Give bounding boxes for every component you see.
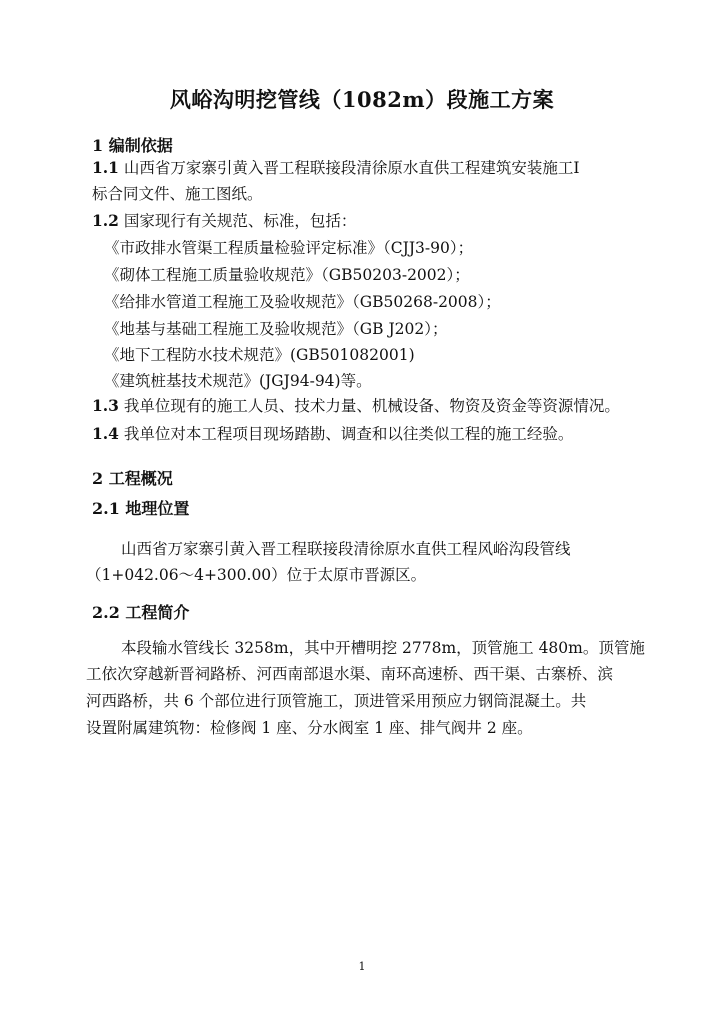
- item-number: 1.2: [92, 211, 119, 230]
- item-1-4: [92, 422, 573, 444]
- paragraph-2-2-line: 工依次穿越新晋祠路桥、河西南部退水渠、南环高速桥、西干渠、古寨桥、滨: [86, 665, 614, 683]
- paragraph-2-1-line: （1+042.06～4+300.00）位于太原市晋源区。: [86, 566, 427, 584]
- subsection-2-1-heading: 2.1 地理位置: [92, 499, 190, 518]
- item-text: 我单位现有的施工人员、技术力量、机械设备、物资及资金等资源情况。: [123, 397, 620, 415]
- page-number: 1: [358, 960, 366, 973]
- item-number: 1.3: [92, 396, 119, 415]
- paragraph-2-2-line: 河西路桥，共 6 个部位进行顶管施工，顶进管采用预应力钢筒混凝土。共: [86, 692, 587, 710]
- item-text: 我单位对本工程项目现场踏勘、调查和以往类似工程的施工经验。: [123, 425, 574, 443]
- item-text: 国家现行有关规范、标准，包括：: [123, 212, 357, 230]
- paragraph-2-2-line: 本段输水管线长 3258m，其中开槽明挖 2778m，顶管施工 480m。顶管施: [121, 639, 645, 657]
- item-1-1-continued: 标合同文件、施工图纸。: [92, 185, 263, 203]
- paragraph-2-1-line: 山西省万家寨引黄入晋工程联接段清徐原水直供工程风峪沟段管线: [121, 540, 571, 558]
- section-2-heading: 2 工程概况: [92, 469, 173, 488]
- document-title: 风峪沟明挖管线（1082m）段施工方案: [169, 87, 555, 112]
- item-1-2: [92, 209, 356, 231]
- standard-item: 《地下工程防水技术规范》(GB501082001): [104, 346, 415, 364]
- section-1-heading: 1 编制依据: [92, 136, 173, 155]
- item-number: 1.1: [92, 158, 119, 177]
- standard-item: 《建筑桩基技术规范》(JGJ94-94)等。: [104, 372, 372, 390]
- item-text: 山西省万家寨引黄入晋工程联接段清徐原水直供工程建筑安装施工Ⅰ: [123, 159, 580, 177]
- subsection-2-2-heading: 2.2 工程简介: [92, 603, 190, 622]
- standard-item: 《给排水管道工程施工及验收规范》（GB50268-2008）；: [104, 293, 501, 311]
- standard-item: 《市政排水管渠工程质量检验评定标准》（CJJ3-90）；: [104, 239, 474, 257]
- standard-item: 《地基与基础工程施工及验收规范》（GB J202）；: [104, 320, 448, 338]
- standard-item: 《砌体工程施工质量验收规范》（GB50203-2002）；: [104, 266, 470, 284]
- item-1-1: [92, 156, 580, 178]
- item-number: 1.4: [92, 424, 119, 443]
- paragraph-2-2-line: 设置附属建筑物：检修阀 1 座、分水阀室 1 座、排气阀井 2 座。: [86, 719, 533, 737]
- item-1-3: [92, 394, 620, 416]
